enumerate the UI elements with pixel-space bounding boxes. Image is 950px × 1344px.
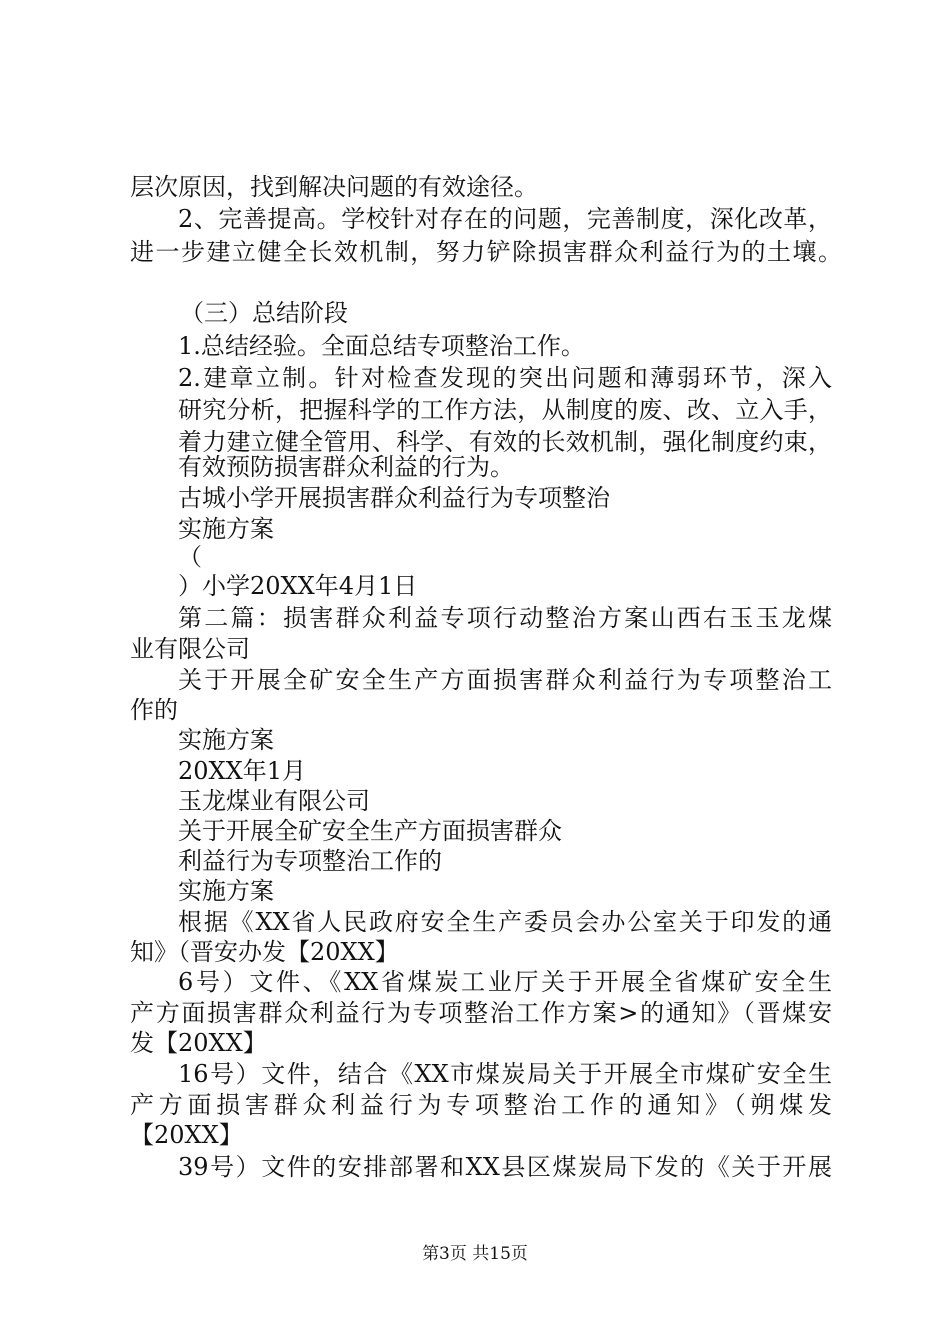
text-line: 【20XX】 (130, 1121, 243, 1149)
chapter-heading: 第二篇：损害群众利益专项行动整治方案山西右玉玉龙煤 (178, 604, 832, 632)
text-line: 2、完善提高。学校针对存在的问题，完善制度，深化改革， (178, 205, 832, 233)
text-line: 作的 (130, 696, 178, 724)
document-title: 古城小学开展损害群众利益行为专项整治 (178, 484, 610, 512)
text-line: 39号）文件的安排部署和XX县区煤炭局下发的《关于开展 (178, 1153, 832, 1181)
text-line: 实施方案 (178, 726, 274, 754)
chapter-heading: 业有限公司 (130, 635, 250, 663)
text-line: （ (178, 543, 202, 571)
text-line: 根据《XX省人民政府安全生产委员会办公室关于印发的通 (178, 908, 832, 936)
page-footer: 第3页 共15页 (422, 1244, 528, 1264)
text-line: 利益行为专项整治工作的 (178, 847, 442, 875)
text-line: 研究分析，把握科学的工作方法，从制度的废、改、立入手， (178, 396, 832, 424)
document-title: 实施方案 (178, 515, 274, 543)
text-line: 产方面损害群众利益行为专项整治工作方案>的通知》（晋煤安 (130, 999, 832, 1027)
text-line: 着力建立健全管用、科学、有效的长效机制，强化制度约束， (178, 428, 832, 456)
text-line: 进一步建立健全长效机制，努力铲除损害群众利益行为的土壤。 (130, 238, 842, 266)
text-line: 关于开展全矿安全生产方面损害群众利益行为专项整治工 (178, 666, 832, 694)
section-heading: （三）总结阶段 (180, 299, 348, 327)
text-line: 1.总结经验。全面总结专项整治工作。 (178, 332, 585, 360)
text-line: 关于开展全矿安全生产方面损害群众 (178, 817, 562, 845)
text-line: 发【20XX】 (130, 1029, 267, 1057)
text-line: 产方面损害群众利益行为专项整治工作的通知》（朔煤发 (130, 1091, 832, 1119)
text-line: 知》（晋安办发【20XX】 (130, 938, 399, 966)
text-line: 实施方案 (178, 877, 274, 905)
text-line: 有效预防损害群众利益的行为。 (178, 453, 514, 481)
text-line: 层次原因，找到解决问题的有效途径。 (130, 173, 538, 201)
date-line: 20XX年1月 (178, 757, 306, 785)
text-line: 6号）文件、《XX省煤炭工业厅关于开展全省煤矿安全生 (178, 968, 832, 996)
text-line: 玉龙煤业有限公司 (178, 787, 370, 815)
text-line: 2.建章立制。针对检查发现的突出问题和薄弱环节，深入 (178, 364, 832, 392)
text-line: 16号）文件，结合《XX市煤炭局关于开展全市煤矿安全生 (178, 1060, 832, 1088)
date-line: ）小学20XX年4月1日 (178, 572, 418, 600)
